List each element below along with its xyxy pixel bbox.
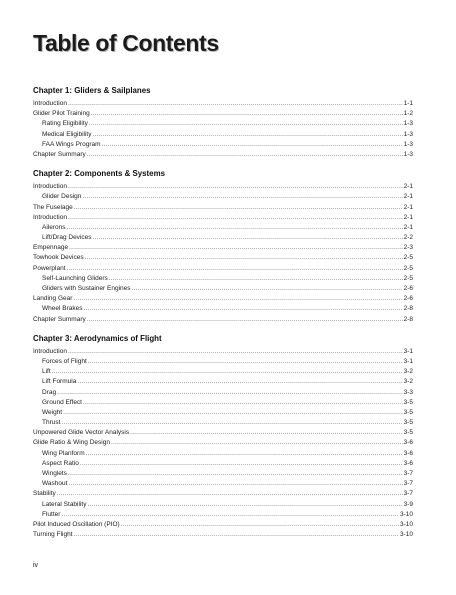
toc-entry[interactable]: [33, 500, 413, 510]
dot-leader: [88, 357, 403, 367]
toc-entry-page-number: 2-6: [403, 285, 413, 292]
dot-leader: [111, 438, 403, 448]
toc-entry-label: Powerplant: [33, 264, 66, 272]
toc-entry[interactable]: [33, 109, 413, 119]
dot-leader: [61, 510, 399, 520]
table-of-contents: [33, 85, 413, 548]
toc-entry[interactable]: [33, 479, 413, 489]
toc-entry-label: Towhook Devices: [33, 254, 84, 262]
toc-entry-page-number: 2-8: [403, 315, 413, 323]
toc-entry[interactable]: [33, 304, 413, 314]
toc-entry-page-number: 1-3: [403, 140, 413, 148]
toc-entry-page-number: 3-5: [403, 419, 413, 427]
toc-entry-label: Glide Ratio & Wing Design: [33, 439, 110, 447]
toc-entry-page-number: 3-3: [403, 388, 413, 396]
toc-entry-label: Turning Flight: [33, 531, 73, 539]
toc-entry-label: Unpowered Glide Vector Analysis: [33, 429, 130, 437]
dot-leader: [77, 377, 402, 387]
toc-entry[interactable]: [33, 459, 413, 469]
toc-entry[interactable]: [33, 284, 413, 294]
toc-entry-label: Lift Formula: [42, 378, 77, 386]
toc-entry-label: Aspect Ratio: [42, 459, 79, 467]
toc-entry-label: Lift: [42, 368, 51, 376]
dot-leader: [86, 449, 403, 459]
dot-leader: [87, 150, 403, 160]
toc-entry-label: Weight: [42, 408, 63, 416]
toc-entry-label: Chapter Summary: [33, 150, 86, 158]
toc-entry-label: FAA Wings Program: [42, 140, 101, 148]
toc-entry-page-number: 3-6: [403, 449, 413, 457]
dot-leader: [82, 192, 402, 202]
toc-entry[interactable]: [33, 377, 413, 387]
toc-entry-label: Drag: [42, 388, 57, 396]
toc-entry-label: Chapter Summary: [33, 315, 86, 323]
dot-leader: [68, 213, 403, 223]
toc-entry-label: Introduction: [33, 183, 67, 191]
toc-entry-page-number: 2-6: [403, 295, 413, 303]
toc-entry-label: Wing Planform: [42, 449, 85, 457]
dot-leader: [109, 274, 403, 284]
dot-leader: [67, 264, 403, 274]
dot-leader: [93, 130, 403, 140]
toc-entry-page-number: 2-3: [403, 244, 413, 252]
dot-leader: [102, 140, 403, 150]
toc-entry[interactable]: [33, 438, 413, 448]
toc-entry-page-number: 2-8: [403, 305, 413, 313]
toc-entry[interactable]: [33, 192, 413, 202]
toc-entry[interactable]: [33, 203, 413, 213]
toc-entry-label: Flutter: [42, 510, 61, 518]
toc-entry-page-number: 3-5: [403, 398, 413, 406]
dot-leader: [68, 469, 403, 479]
toc-entry-label: Forces of Flight: [42, 357, 87, 365]
dot-leader: [73, 294, 402, 304]
dot-leader: [83, 304, 402, 314]
toc-entry-label: Thrust: [42, 419, 61, 427]
chapter-heading: Chapter 3: Aerodynamics of Flight: [33, 333, 162, 343]
dot-leader: [68, 479, 402, 489]
toc-entry-page-number: 3-2: [403, 368, 413, 376]
dot-leader: [93, 233, 403, 243]
toc-entry[interactable]: [33, 357, 413, 367]
toc-entry-label: Self-Launching Gliders: [42, 274, 108, 282]
toc-entry[interactable]: [33, 489, 413, 499]
toc-entry[interactable]: [33, 182, 413, 192]
toc-entry[interactable]: [33, 243, 413, 253]
toc-entry-label: Rating Eligibility: [42, 120, 88, 128]
toc-entry[interactable]: [33, 294, 413, 304]
toc-entry-label: Winglets: [42, 470, 67, 477]
toc-entry-page-number: 3-10: [399, 510, 413, 518]
dot-leader: [52, 367, 403, 377]
toc-entry-page-number: 1-3: [403, 120, 413, 128]
toc-entry-page-number: 2-5: [403, 274, 413, 282]
page-folio: iv: [33, 562, 39, 569]
toc-entry[interactable]: [33, 408, 413, 418]
toc-entry-label: Wheel Brakes: [42, 305, 83, 313]
toc-entry-page-number: 3-6: [403, 439, 413, 447]
toc-entry[interactable]: [33, 418, 413, 428]
toc-entry-page-number: 3-7: [403, 490, 413, 498]
dot-leader: [66, 223, 402, 233]
toc-entry-label: Ground Effect: [42, 398, 82, 406]
dot-leader: [132, 284, 403, 294]
toc-entry[interactable]: [33, 469, 413, 479]
toc-entry[interactable]: [33, 99, 413, 109]
toc-entry-page-number: 2-1: [403, 193, 413, 201]
toc-entry[interactable]: [33, 530, 413, 540]
toc-entry[interactable]: [33, 510, 413, 520]
toc-entry-label: Lateral Stability: [42, 500, 87, 508]
dot-leader: [57, 388, 403, 398]
chapter-section: [33, 168, 413, 325]
toc-entry-page-number: 2-1: [403, 203, 413, 211]
toc-entry[interactable]: [33, 449, 413, 459]
toc-entry[interactable]: [33, 428, 413, 438]
chapter-heading: Chapter 1: Gliders & Sailplanes: [33, 86, 151, 95]
toc-entry[interactable]: [33, 274, 413, 284]
toc-entry-page-number: 2-5: [403, 254, 413, 262]
toc-entry[interactable]: [33, 223, 413, 233]
toc-entry-label: Glider Design: [42, 193, 82, 201]
toc-entry[interactable]: [33, 520, 413, 530]
toc-entry-page-number: 1-1: [403, 100, 413, 107]
toc-entry[interactable]: [33, 315, 413, 325]
dot-leader: [63, 408, 402, 418]
dot-leader: [69, 243, 403, 253]
toc-entry[interactable]: [33, 119, 413, 129]
dot-leader: [87, 500, 402, 510]
dot-leader: [68, 347, 403, 357]
dot-leader: [130, 428, 402, 438]
dot-leader: [68, 182, 403, 192]
toc-entry-page-number: 1-2: [403, 110, 413, 118]
dot-leader: [87, 315, 403, 325]
toc-entry-page-number: 3-7: [403, 480, 413, 488]
toc-entry-page-number: 3-5: [403, 429, 413, 437]
toc-entry-page-number: 2-2: [403, 234, 413, 242]
toc-entry-label: Landing Gear: [33, 295, 73, 303]
toc-entry[interactable]: [33, 264, 413, 274]
toc-entry-label: Introduction: [33, 347, 67, 355]
toc-entry-label: Glider Pilot Training: [33, 110, 90, 118]
chapter-section: [33, 85, 413, 160]
toc-entry-label: Introduction: [33, 100, 67, 107]
toc-entry-page-number: 2-5: [403, 264, 413, 272]
toc-entry-page-number: 2-1: [403, 213, 413, 221]
dot-leader: [74, 203, 403, 213]
toc-entry-label: Lift/Drag Devices: [42, 234, 92, 242]
toc-entry-label: Empennage: [33, 244, 69, 252]
toc-entry-page-number: 3-5: [403, 408, 413, 416]
dot-leader: [57, 489, 403, 499]
toc-entry-label: Medical Eligibility: [42, 130, 92, 138]
dot-leader: [85, 253, 403, 263]
toc-entry-label: Pilot Induced Oscillation (PIO): [33, 520, 120, 528]
toc-entry[interactable]: [33, 388, 413, 398]
toc-entry[interactable]: [33, 398, 413, 408]
chapter-section: [33, 333, 413, 541]
toc-entry-label: Washout: [42, 480, 68, 488]
dot-leader: [68, 99, 403, 109]
toc-entry-page-number: 3-10: [399, 531, 413, 539]
toc-entry[interactable]: [33, 130, 413, 140]
toc-entry-label: Introduction: [33, 213, 67, 221]
toc-entry-page-number: 3-1: [403, 357, 413, 365]
dot-leader: [91, 109, 403, 119]
toc-entry-page-number: 1-3: [403, 130, 413, 138]
chapter-heading: Chapter 2: Components & Systems: [33, 169, 165, 179]
toc-entry-label: Stability: [33, 490, 56, 498]
toc-entry-page-number: 3-1: [403, 347, 413, 355]
toc-entry-page-number: 3-7: [403, 470, 413, 477]
toc-entry-page-number: 3-6: [403, 459, 413, 467]
dot-leader: [121, 520, 399, 530]
dot-leader: [89, 119, 403, 129]
page-title: Table of Contents: [33, 30, 219, 56]
toc-entry-page-number: 1-3: [403, 150, 413, 158]
toc-entry-label: Gliders with Sustainer Engines: [42, 285, 131, 292]
toc-entry-page-number: 3-10: [399, 520, 413, 528]
toc-entry[interactable]: [33, 233, 413, 243]
dot-leader: [74, 530, 399, 540]
dot-leader: [83, 398, 403, 408]
toc-entry[interactable]: [33, 213, 413, 223]
toc-entry[interactable]: [33, 367, 413, 377]
dot-leader: [61, 418, 402, 428]
toc-entry-label: Ailerons: [42, 223, 66, 231]
toc-entry-page-number: 2-1: [403, 183, 413, 191]
toc-entry-page-number: 3-9: [403, 500, 413, 508]
toc-entry[interactable]: [33, 140, 413, 150]
toc-entry[interactable]: [33, 150, 413, 160]
toc-entry-page-number: 2-1: [403, 223, 413, 231]
toc-entry[interactable]: [33, 347, 413, 357]
dot-leader: [80, 459, 403, 469]
toc-entry[interactable]: [33, 253, 413, 263]
toc-entry-page-number: 3-2: [403, 378, 413, 386]
toc-entry-label: The Fuselage: [33, 203, 73, 211]
